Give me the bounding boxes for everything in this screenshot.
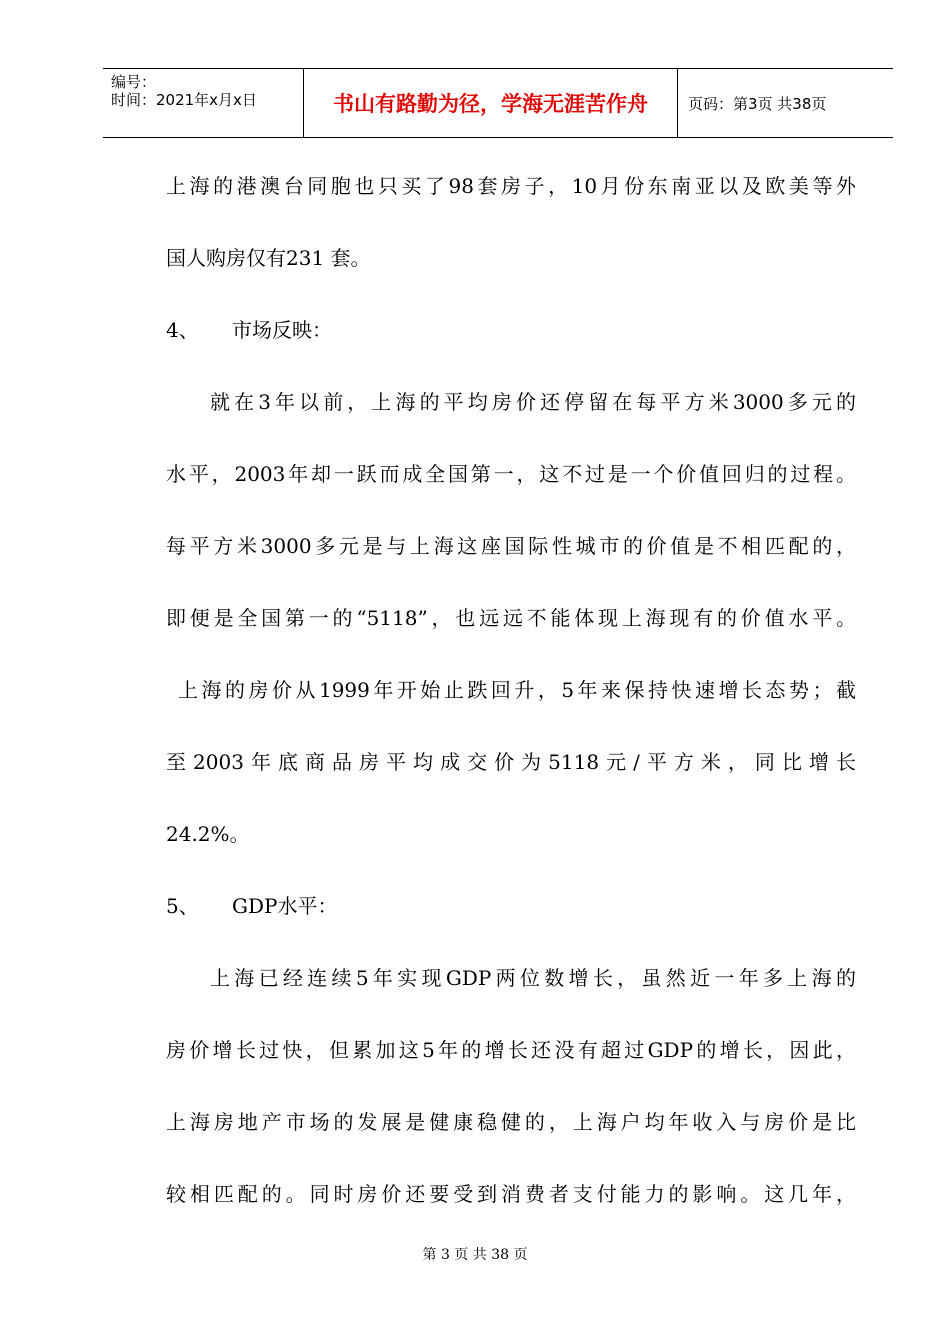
paragraph-line: 每平方米3000多元是与上海这座国际性城市的价值是不相匹配的， bbox=[166, 534, 856, 558]
paragraph-line: 就在3年以前，上海的平均房价还停留在每平方米3000多元的 bbox=[210, 390, 856, 414]
document-body bbox=[166, 160, 856, 1240]
time-label: 时间：2021年x月x日 bbox=[111, 91, 257, 109]
paragraph-line: 上海房地产市场的发展是健康稳健的，上海户均年收入与房价是比 bbox=[166, 1110, 856, 1134]
number-label: 编号： bbox=[111, 73, 157, 91]
page-header bbox=[103, 68, 893, 138]
section-title: 市场反映： bbox=[232, 318, 332, 342]
page-footer: 第 3 页 共 38 页 bbox=[422, 1247, 528, 1263]
paragraph-line: 国人购房仅有231 套。 bbox=[166, 246, 371, 270]
section-number: 4、 bbox=[166, 318, 199, 342]
paragraph-line: 水平，2003年却一跃而成全国第一，这不过是一个价值回归的过程。 bbox=[166, 462, 856, 486]
header-page-number: 页码：第3页 共38页 bbox=[688, 94, 827, 113]
section-number: 5、 bbox=[166, 894, 199, 918]
section-heading-4 bbox=[166, 304, 856, 376]
section-title: GDP水平： bbox=[232, 894, 338, 918]
paragraph-line: 上海的房价从1999年开始止跌回升，5年来保持快速增长态势；截 bbox=[178, 678, 856, 702]
paragraph-line: 房价增长过快，但累加这5年的增长还没有超过GDP的增长，因此， bbox=[166, 1038, 856, 1062]
paragraph-line: 即便是全国第一的“5118”，也远远不能体现上海现有的价值水平。 bbox=[166, 606, 856, 630]
header-meta bbox=[103, 69, 304, 137]
paragraph-line: 24.2%。 bbox=[166, 822, 250, 846]
header-motto: 书山有路勤为径，学海无涯苦作舟 bbox=[304, 69, 678, 137]
paragraph-line: 至2003年底商品房平均成交价为5118元/平方米，同比增长 bbox=[166, 750, 856, 774]
section-heading-5 bbox=[166, 880, 856, 952]
paragraph-line: 较相匹配的。同时房价还要受到消费者支付能力的影响。这几年， bbox=[166, 1182, 856, 1206]
paragraph-line: 上海已经连续5年实现GDP两位数增长，虽然近一年多上海的 bbox=[210, 966, 856, 990]
paragraph-line: 上海的港澳台同胞也只买了98套房子，10月份东南亚以及欧美等外 bbox=[166, 174, 856, 198]
